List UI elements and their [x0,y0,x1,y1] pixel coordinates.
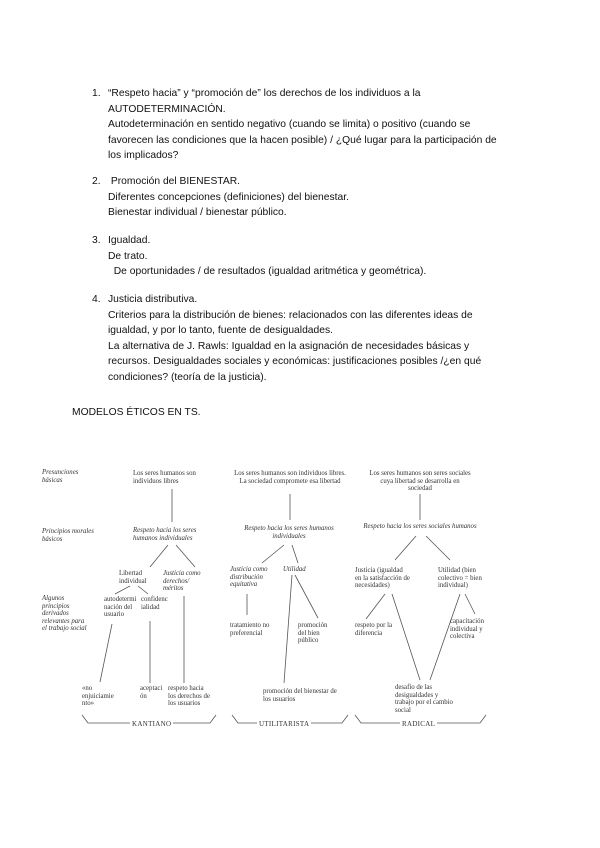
kantiano-presuncion: Los seres humanos son individuos libres [133,470,196,485]
radical-justicia: Justicia (igualdad en la satisfacción de necesidades) [355,567,410,590]
row-label-presunciones: Presunciones básicas [42,469,79,484]
text-line: Promoción del BIENESTAR. [108,176,240,187]
text-line: condiciones? (teoría de la justicia). [108,371,267,383]
row-label-derivados: Algunos principios derivados relevantes para el trabajo social [42,595,87,633]
utilitarista-tratamiento: tratamiento no preferencial [230,622,270,637]
text-line: “Respeto hacia” y “promoción de” los derechos de los individuos a la [108,88,421,99]
utilitarista-justicia: Justicia como distribución equitativa [230,566,268,589]
radical-utilidad: Utilidad (bien colectivo = bien individual) [438,567,482,590]
list-number: 2. [92,176,101,187]
kantiano-label: KANTIANO [132,720,172,728]
kantiano-respeto-derechos: respeto hacia los derechos de los usuarios [168,685,210,708]
kantiano-principio: Respeto hacia los seres humanos individuales [133,527,197,542]
radical-capacitacion: capacitación individual y colectiva [450,618,484,641]
utilitarista-utilidad: Utilidad [283,566,306,573]
text-line: igualdad, y por lo tanto, fuente de desigualdades. [108,325,333,336]
radical-desafio: desafío de las desigualdades y trabajo por el cambio social [395,684,453,714]
list-number: 1. [92,88,101,99]
text-line: Autodeterminación en sentido negativo (cuando se limita) o positivo (cuando se [108,119,471,130]
radical-principio: Respeto hacia los seres sociales humanos [363,523,477,530]
text-line: Criterios para la distribución de bienes: relacionados con las diferentes ideas de [108,309,473,321]
list-number: 3. [92,235,101,246]
kantiano-libertad: Libertad individual [119,570,147,585]
utilitarista-bienestar: promoción del bienestar de los usuarios [263,688,337,703]
section-heading: MODELOS ÉTICOS EN TS. [72,407,201,418]
list-number: 4. [92,294,101,305]
text-line: Bienestar individual / bienestar público. [108,207,287,218]
text-line: De oportunidades / de resultados (igualdad aritmética y geométrica). [108,266,427,277]
row-label-principios: Principios morales básicos [42,528,94,543]
text-line: AUTODETERMINACIÓN. [108,103,226,115]
utilitarista-principio: Respeto hacia los seres humanos individuales [244,525,334,540]
text-line: los implicados? [108,150,179,161]
utilitarista-presuncion: Los seres humanos son individuos libres. La sociedad compromete esa libertad [234,470,346,485]
text-line: La alternativa de J. Rawls: Igualdad en la asignación de necesidades básicas y [108,340,470,352]
text-line: Igualdad. [108,235,151,246]
utilitarista-bien-publico: promoción del bien público [298,622,328,645]
radical-presuncion: Los seres humanos son seres sociales cuya libertad se desarrolla en sociedad [369,470,471,493]
text-line: recursos. Desigualdades sociales y económicas: justificaciones posibles /¿en qué [108,356,482,367]
text-line: Diferentes concepciones (definiciones) del bienestar. [108,191,349,203]
utilitarista-label: UTILITARISTA [259,720,310,728]
kantiano-confidencialidad: confidencialidad [141,596,168,611]
radical-diferencia: respeto por la diferencia [355,622,392,637]
radical-label: RADICAL [402,720,436,728]
kantiano-aceptacion: aceptación [140,685,163,700]
text-line: De trato. [108,250,148,262]
kantiano-no-enjuiciamiento: «no enjuiciamiento» [82,685,114,708]
text-line: Justicia distributiva. [108,294,198,305]
text-line: favorecen las condiciones que la hacen posible) / ¿Qué lugar para la participación de [108,134,497,146]
kantiano-justicia: Justicia como derechos/ méritos [163,570,201,593]
kantiano-autodeterminacion: autodeterminación del usuario [104,596,137,619]
